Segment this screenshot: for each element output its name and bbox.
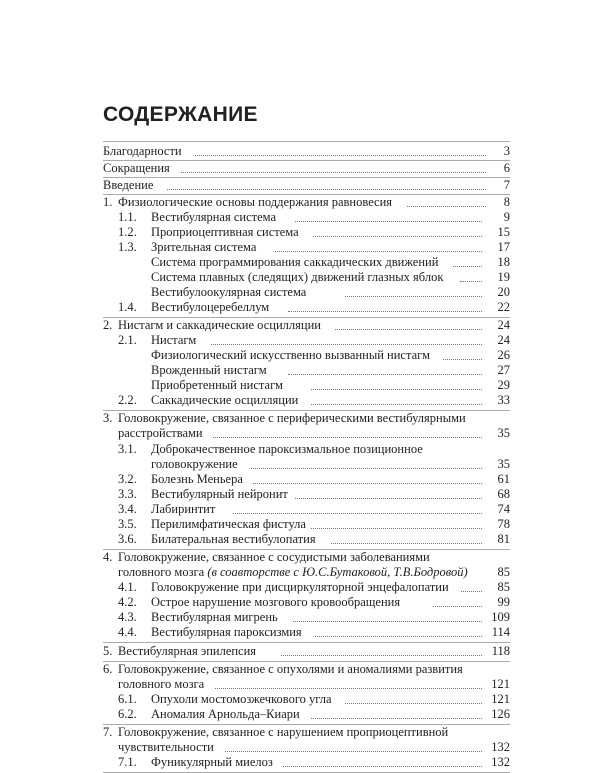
section-number: 7.1. [118,755,137,769]
entry-label: Фуникулярный миелоз [151,755,273,769]
toc-chapter-cont[interactable] [103,677,510,692]
leader-dots [233,512,482,514]
toc-entry[interactable] [103,502,510,517]
toc-chapter[interactable] [103,550,510,565]
leader-dots [311,527,482,529]
toc-entry[interactable] [103,707,510,722]
leader-dots [335,328,482,330]
page-number: 121 [491,677,510,691]
entry-label: Система программирования саккадических движений [151,255,439,269]
entry-label: Зрительная система [151,240,257,254]
leader-dots [253,482,482,484]
section-number: 4.2. [118,595,137,609]
toc-entry[interactable] [103,442,510,457]
chapter-number: 1. [103,195,113,209]
leader-dots [288,373,482,375]
section-number: 4.1. [118,580,137,594]
chapter-label: Головокружение, связанное с периферическими вестибулярными [118,411,466,425]
leader-dots [195,154,486,156]
toc-entry[interactable] [103,692,510,707]
divider [103,141,510,142]
entry-label: Сокращения [103,161,170,175]
leader-dots [288,310,482,312]
section-number: 1.3. [118,240,137,254]
page-number: 114 [491,625,510,639]
leader-dots [213,436,482,438]
toc-chapter-cont[interactable] [103,740,510,755]
toc-entry[interactable] [103,144,510,159]
entry-label: Вестибулоокулярная система [151,285,307,299]
page-number: 126 [491,707,510,721]
toc-entry[interactable] [103,161,510,176]
page-number: 33 [497,393,510,407]
page-number: 8 [503,195,510,209]
entry-label: Болезнь Меньера [151,472,243,486]
leader-dots [331,542,482,544]
page-title: СОДЕРЖАНИЕ [103,103,258,126]
entry-label: Вестибулярная пароксизмия [151,625,302,639]
page-number: 35 [497,426,510,440]
chapter-label: Головокружение, связанное с опухолями и аномалиями развития [118,662,463,676]
chapter-number: 5. [103,644,113,658]
leader-dots [283,765,482,767]
leader-dots [433,605,482,607]
page-number: 85 [497,580,510,594]
page-number: 85 [497,565,510,579]
chapter-label: Нистагм и саккадические осцилляции [118,318,321,332]
leader-dots [313,235,482,237]
chapter-number: 7. [103,725,113,739]
page-number: 109 [491,610,510,624]
page-number: 74 [497,502,510,516]
toc-entry[interactable] [103,472,510,487]
toc-chapter[interactable] [103,725,510,740]
leader-dots [295,220,482,222]
section-number: 6.1. [118,692,137,706]
toc-entry[interactable] [103,348,510,363]
entry-label: Нистагм [151,333,197,347]
section-number: 3.1. [118,442,137,456]
toc-entry[interactable] [103,595,510,610]
toc-entry[interactable] [103,517,510,532]
leader-dots [311,388,482,390]
toc-entry[interactable] [103,210,510,225]
section-number: 4.4. [118,625,137,639]
entry-label: Острое нарушение мозгового кровообращения [151,595,401,609]
toc-entry[interactable] [103,225,510,240]
chapter-number: 2. [103,318,113,332]
toc-entry-cont[interactable] [103,457,510,472]
chapter-label: Головокружение, связанное с нарушением проприоцептивной [118,725,449,739]
page-number: 78 [497,517,510,531]
toc-entry[interactable] [103,580,510,595]
leader-dots [251,467,482,469]
toc-entry[interactable] [103,285,510,300]
divider [103,642,510,643]
section-number: 2.1. [118,333,137,347]
entry-label: Лабиринтит [151,502,216,516]
page-number: 35 [497,457,510,471]
toc-entry[interactable] [103,487,510,502]
toc-entry[interactable] [103,532,510,547]
toc-chapter[interactable] [103,411,510,426]
leader-dots [461,590,482,592]
toc-entry[interactable] [103,625,510,640]
page-number: 20 [497,285,510,299]
section-number: 1.4. [118,300,137,314]
leader-dots [460,280,482,282]
section-number: 6.2. [118,707,137,721]
page-number: 3 [503,144,510,158]
leader-dots [295,497,482,499]
toc-entry[interactable] [103,610,510,625]
section-number: 2.2. [118,393,137,407]
leader-dots [345,295,482,297]
coauthors-note: (в соавторстве с Ю.С.Бутаковой, Т.В.Бодровой) [207,565,468,579]
page-number: 29 [497,378,510,392]
chapter-label-cont: расстройствами [118,426,203,440]
entry-label: Врожденный нистагм [151,363,267,377]
entry-label: Вестибулярная система [151,210,276,224]
entry-label: Аномалия Арнольда–Киари [151,707,300,721]
toc-entry[interactable] [103,333,510,348]
page-number: 68 [497,487,510,501]
toc-entry[interactable] [103,240,510,255]
page-number: 118 [491,644,510,658]
page-number: 132 [491,755,510,769]
section-number: 1.2. [118,225,137,239]
entry-label: Доброкачественное пароксизмальное позиционное [151,442,423,456]
section-number: 3.3. [118,487,137,501]
entry-label: Проприоцептивная система [151,225,299,239]
chapter-number: 6. [103,662,113,676]
page-number: 121 [491,692,510,706]
page-number: 22 [497,300,510,314]
chapter-label: Вестибулярная эпилепсия [118,644,257,658]
section-number: 3.5. [118,517,137,531]
leader-dots [275,250,482,252]
entry-label: Вестибулярный нейронит [151,487,288,501]
section-number: 1.1. [118,210,137,224]
toc-entry[interactable] [103,178,510,193]
leader-dots [407,205,486,207]
leader-dots [181,171,486,173]
leader-dots [345,702,482,704]
page-number: 15 [497,225,510,239]
page-number: 19 [497,270,510,284]
chapter-number: 4. [103,550,113,564]
entry-label: Физиологический искусственно вызванный нистагм [151,348,431,362]
entry-label-cont: головокружение [151,457,238,471]
page-number: 27 [497,363,510,377]
page-number: 24 [497,333,510,347]
toc-chapter[interactable] [103,318,510,333]
page-number: 81 [497,532,510,546]
leader-dots [167,188,486,190]
page-number: 18 [497,255,510,269]
entry-label: Билатеральная вестибулопатия [151,532,316,546]
toc-chapter[interactable] [103,644,510,659]
toc-entry[interactable] [103,255,510,270]
toc-entry[interactable] [103,755,510,770]
leader-dots [215,687,482,689]
section-number: 4.3. [118,610,137,624]
leader-dots [211,343,482,345]
chapter-label: Головокружение, связанное с сосудистыми заболеваниями [118,550,430,564]
toc-chapter-cont[interactable] [103,426,510,441]
leader-dots [311,717,482,719]
leader-dots [443,358,482,360]
toc-entry[interactable] [103,270,510,285]
page-number: 99 [497,595,510,609]
chapter-label: Физиологические основы поддержания равновесия [118,195,393,209]
leader-dots [293,620,482,622]
chapter-label-text: головного мозга [118,565,205,579]
section-number: 3.6. [118,532,137,546]
page-number: 9 [503,210,510,224]
leader-dots [311,403,482,405]
toc-entry[interactable] [103,378,510,393]
chapter-label-cont: чувствительности [118,740,214,754]
toc-entry[interactable] [103,363,510,378]
toc-chapter-cont[interactable] [103,565,510,580]
page-number: 132 [491,740,510,754]
entry-label: Саккадические осцилляции [151,393,299,407]
entry-label: Вестибулярная мигрень [151,610,278,624]
page-number: 6 [503,161,510,175]
toc-entry[interactable] [103,393,510,408]
leader-dots [225,750,482,752]
entry-label: Приобретенный нистагм [151,378,283,392]
page-number: 17 [497,240,510,254]
leader-dots [453,265,482,267]
toc-chapter[interactable] [103,662,510,677]
entry-label: Введение [103,178,154,192]
chapter-label-cont: головного мозга [118,677,205,691]
page-number: 7 [503,178,510,192]
page-number: 61 [497,472,510,486]
toc-entry[interactable] [103,300,510,315]
entry-label: Благодарности [103,144,182,158]
leader-dots [281,654,482,656]
entry-label: Перилимфатическая фистула [151,517,306,531]
page-number: 26 [497,348,510,362]
chapter-label-cont [118,565,468,580]
page-number: 24 [497,318,510,332]
entry-label: Головокружение при дисциркуляторной энцефалопатии [151,580,449,594]
section-number: 3.4. [118,502,137,516]
toc-chapter[interactable] [103,195,510,210]
entry-label: Опухоли мостомозжечкового угла [151,692,332,706]
chapter-number: 3. [103,411,113,425]
leader-dots [315,635,482,637]
entry-label: Вестибулоцеребеллум [151,300,270,314]
entry-label: Система плавных (следящих) движений глазных яблок [151,270,444,284]
section-number: 3.2. [118,472,137,486]
